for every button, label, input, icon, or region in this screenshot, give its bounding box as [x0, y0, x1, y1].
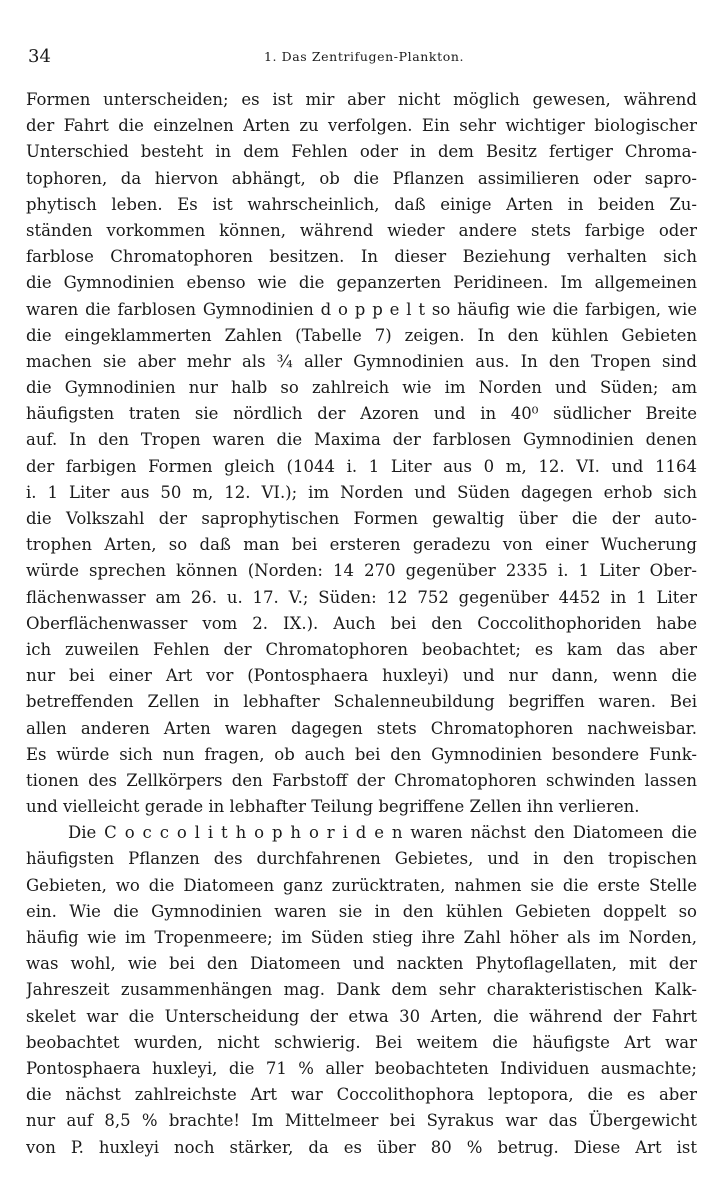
text-line: Gebieten, wo die Diatomeen ganz zurücktraten, nahmen sie die erste Stelle [26, 875, 697, 895]
text-line: waren die farblosen Gymnodinien d o p p e l t so häufig wie die farbigen, wie [26, 299, 697, 319]
running-title: 1. Das Zentrifugen-Plankton. [263, 49, 465, 64]
text-line: machen sie aber mehr als ¾ aller Gymnodinien aus. In den Tropen sind [26, 351, 697, 371]
text-line: die nächst zahlreichste Art war Coccolithophora leptopora, die es aber [26, 1085, 697, 1105]
text-line: ein. Wie die Gymnodinien waren sie in den kühlen Gebieten doppelt so [26, 901, 697, 921]
text-line: häufigsten Pflanzen des durchfahrenen Gebietes, und in den tropischen [26, 849, 697, 869]
text-line: was wohl, wie bei den Diatomeen und nackten Phytoflagellaten, mit der [26, 954, 697, 974]
text-line: beobachtet wurden, nicht schwierig. Bei weitem die häufigste Art war [26, 1032, 697, 1052]
text-line: häufigsten traten sie nördlich der Azoren und in 40⁰ südlicher Breite [26, 404, 697, 424]
text-line: Jahreszeit zusammenhängen mag. Dank dem sehr charakteristischen Kalk- [26, 980, 697, 1000]
text-line: von P. huxleyi noch stärker, da es über 80 % betrug. Diese Art ist [26, 1137, 697, 1157]
text-line: tionen des Zellkörpers den Farbstoff der Chromatophoren schwinden lassen [26, 770, 697, 790]
page-header [26, 46, 702, 74]
text-line: trophen Arten, so daß man bei ersteren geradezu von einer Wucherung [26, 535, 697, 555]
text-line: flächenwasser am 26. u. 17. V.; Süden: 12 752 gegenüber 4452 in 1 Liter [26, 587, 697, 607]
text-line: und vielleicht gerade in lebhafter Teilung begriffene Zellen ihn verlieren. [26, 797, 640, 817]
text-line: Pontosphaera huxleyi, die 71 % aller beobachteten Individuen ausmachte; [26, 1058, 697, 1078]
page-number: 34 [28, 46, 51, 67]
text-line: skelet war die Unterscheidung der etwa 30 Arten, die während der Fahrt [26, 1006, 697, 1026]
text-line: der farbigen Formen gleich (1044 i. 1 Liter aus 0 m, 12. VI. und 1164 [26, 456, 697, 476]
text-line: die Gymnodinien nur halb so zahlreich wie im Norden und Süden; am [26, 378, 697, 398]
text-line: farblose Chromatophoren besitzen. In dieser Beziehung verhalten sich [26, 247, 697, 267]
text-line: ständen vorkommen können, während wieder andere stets farbige oder [26, 220, 697, 240]
text-line: Oberflächenwasser vom 2. IX.). Auch bei den Coccolithophoriden habe [26, 613, 697, 633]
text-line: der Fahrt die einzelnen Arten zu verfolgen. Ein sehr wichtiger biologischer [26, 116, 697, 136]
text-line: die Gymnodinien ebenso wie die gepanzerten Peridineen. Im allgemeinen [26, 273, 697, 293]
text-line: die eingeklammerten Zahlen (Tabelle 7) zeigen. In den kühlen Gebieten [26, 325, 697, 345]
paragraph [26, 87, 697, 820]
body-text [26, 87, 697, 1161]
text-line: ich zuweilen Fehlen der Chromatophoren beobachtet; es kam das aber [26, 639, 697, 659]
text-line: phytisch leben. Es ist wahrscheinlich, daß einige Arten in beiden Zu- [26, 194, 697, 214]
text-line: häufig wie im Tropenmeere; im Süden stieg ihre Zahl höher als im Norden, [26, 928, 697, 947]
text-line: betreffenden Zellen in lebhafter Schalenneubildung begriffen waren. Bei [26, 692, 697, 712]
text-line: Formen unterscheiden; es ist mir aber nicht möglich gewesen, während [26, 90, 697, 109]
text-line: auf. In den Tropen waren die Maxima der farblosen Gymnodinien denen [26, 430, 697, 450]
text-line: Die C o c c o l i t h o p h o r i d e n waren nächst den Diatomeen die [68, 823, 697, 843]
text-line: nur auf 8,5 % brachte! Im Mittelmeer bei Syrakus war das Übergewicht [26, 1111, 697, 1131]
text-line: tophoren, da hiervon abhängt, ob die Pflanzen assimilieren oder sapro- [26, 168, 697, 188]
text-line: nur bei einer Art vor (Pontosphaera huxleyi) und nur dann, wenn die [26, 666, 697, 686]
paragraph [26, 820, 697, 1160]
text-line: Es würde sich nun fragen, ob auch bei den Gymnodinien besondere Funk- [26, 744, 697, 764]
text-line: die Volkszahl der saprophytischen Formen gewaltig über die der auto- [26, 509, 697, 528]
text-line: Unterschied besteht in dem Fehlen oder in dem Besitz fertiger Chroma- [26, 142, 697, 162]
text-line: i. 1 Liter aus 50 m, 12. VI.); im Norden und Süden dagegen erhob sich [26, 482, 697, 502]
text-line: würde sprechen können (Norden: 14 270 gegenüber 2335 i. 1 Liter Ober- [26, 561, 697, 581]
text-line: allen anderen Arten waren dagegen stets Chromatophoren nachweisbar. [26, 718, 697, 738]
